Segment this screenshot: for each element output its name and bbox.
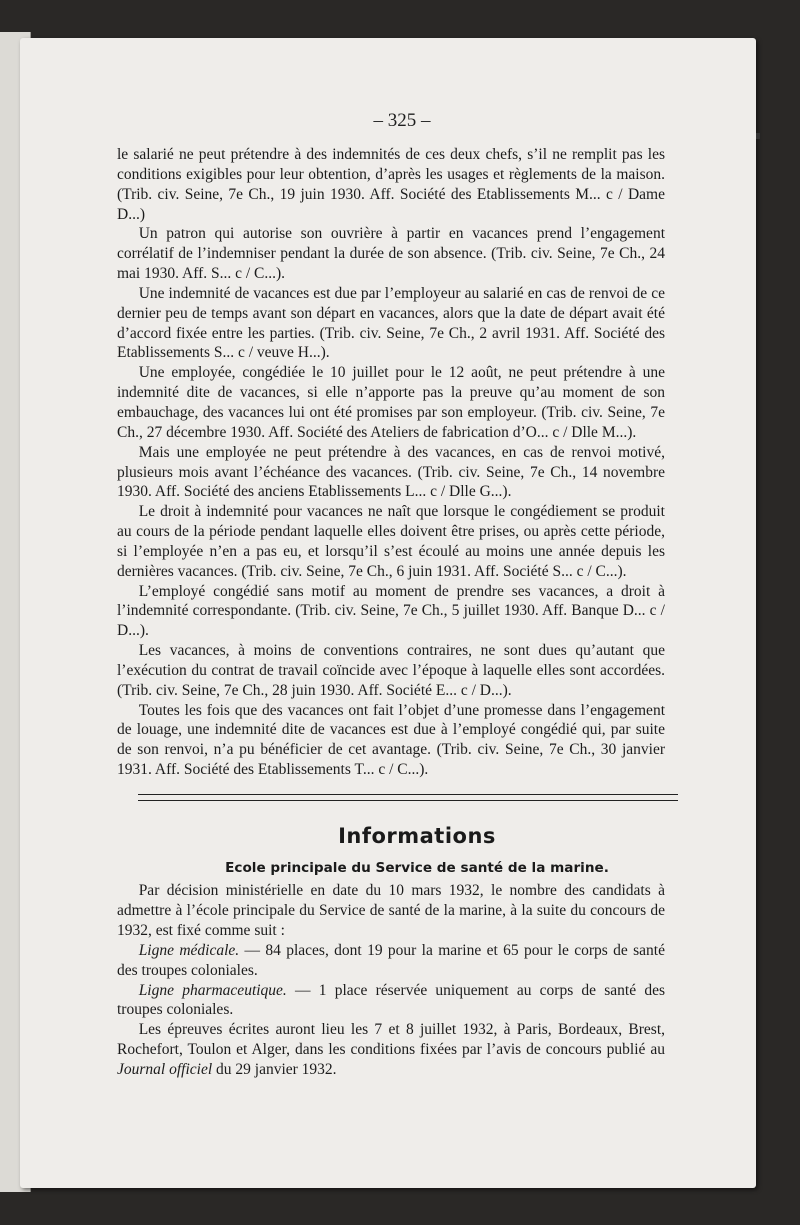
paragraph-1: le salarié ne peut prétendre à des indemnités de ces deux chefs, s’il ne remplit pas les conditions exigibles pour leur obtention, d’après les usages et règlements de la maison. (Trib. civ. Seine, 7e Ch., 19 juin 1930. Aff. Société des Etablissements M... c / Dame D...)	[117, 146, 665, 223]
ligne-medicale-text: — 84 places, dont 19 pour la marine et 65 pour le corps de santé des troupes coloniales.	[117, 941, 665, 979]
informations-subheading: Ecole principale du Service de santé de la marine.	[225, 860, 609, 876]
info-ligne-medicale	[117, 941, 665, 981]
journal-officiel-title: Journal officiel	[117, 1061, 213, 1079]
epreuves-end: du 29 janvier 1932.	[212, 1061, 337, 1079]
paragraph-2: Un patron qui autorise son ouvrière à partir en vacances prend l’engagement corrélatif de l’indemniser pendant la durée de son absence. (Trib. civ. Seine, 7e Ch., 24 mai 1930. Aff. S... c / C...).	[117, 225, 665, 283]
ligne-pharmaceutique-text: — 1 place réservée uniquement au corps de santé des troupes coloniales.	[117, 981, 665, 1019]
paragraph-8: Les vacances, à moins de conventions contraires, ne sont dues qu’autant que l’exécution du contrat de travail coïncide avec l’époque à laquelle elles sont accordées. (Trib. civ. Seine, 7e Ch., 28 juin 1930. Aff. Société E... c / D...).	[117, 642, 665, 699]
page-number: – 325 –	[373, 110, 431, 131]
section-divider-bottom	[138, 800, 678, 801]
info-ligne-pharmaceutique	[117, 981, 665, 1021]
informations-heading: Informations	[338, 824, 496, 848]
epreuves-text: Les épreuves écrites auront lieu les 7 et 8 juillet 1932, à Paris, Bordeaux, Brest, Rochefort, Toulon et Alger, dans les conditions fixées par l’avis de concours publié au	[117, 1021, 665, 1059]
paragraph-3: Une indemnité de vacances est due par l’employeur au salarié en cas de renvoi de ce dernier peu de temps avant son départ en vacances, alors que la date de départ avait été d’accord fixée entre les parties. (Trib. civ. Seine, 7e Ch., 2 avril 1931. Aff. Société des Etablissements S... c / veuve H...).	[117, 284, 665, 362]
info-intro: Par décision ministérielle en date du 10 mars 1932, le nombre des candidats à admettre à l’école principale du Service de santé de la marine, à la suite du concours de 1932, est fixé comme suit :	[117, 882, 665, 939]
jurisprudence-text	[117, 145, 665, 780]
ligne-medicale-label: Ligne médicale.	[138, 941, 240, 959]
paragraph-6: Le droit à indemnité pour vacances ne naît que lorsque le congédiement se produit au cours de la période pendant laquelle elles doivent être prises, ou après cette période, si l’employée n’en a pas eu, et lorsqu’il s’est écoulé au moins une année depuis les dernières vacances. (Trib. civ. Seine, 7e Ch., 6 juin 1931. Aff. Société S... c / C...).	[117, 503, 665, 580]
document-page	[20, 38, 756, 1188]
section-divider-top	[138, 794, 678, 795]
paragraph-5: Mais une employée ne peut prétendre à des vacances, en cas de renvoi motivé, plusieurs mois avant l’échéance des vacances. (Trib. civ. Seine, 7e Ch., 14 novembre 1930. Aff. Société des anciens Etablissements L... c / Dlle G...).	[117, 443, 665, 501]
paragraph-7: L’employé congédié sans motif au moment de prendre ses vacances, a droit à l’indemnité correspondante. (Trib. civ. Seine, 7e Ch., 5 juillet 1930. Aff. Banque D... c / D...).	[117, 582, 665, 640]
info-epreuves	[117, 1020, 665, 1080]
ligne-pharmaceutique-label: Ligne pharmaceutique.	[138, 981, 287, 999]
paragraph-9: Toutes les fois que des vacances ont fait l’objet d’une promesse dans l’engagement de louage, une indemnité dite de vacances est due à l’employé congédié qui, par suite de son renvoi, n’a pu bénéficier de cet avantage. (Trib. civ. Seine, 7e Ch., 30 janvier 1931. Aff. Société des Etablissements T... c / C...).	[117, 701, 665, 779]
page-edge-mark	[756, 133, 760, 139]
informations-text	[117, 881, 665, 1080]
paragraph-4: Une employée, congédiée le 10 juillet pour le 12 août, ne peut prétendre à une indemnité dite de vacances, si elle n’apporte pas la preuve qu’au moment de son embauchage, des vacances lui ont été promises par son employeur. (Trib. civ. Seine, 7e Ch., 27 décembre 1930. Aff. Société des Ateliers de fabrication d’O... c / Dlle M...).	[117, 364, 665, 441]
